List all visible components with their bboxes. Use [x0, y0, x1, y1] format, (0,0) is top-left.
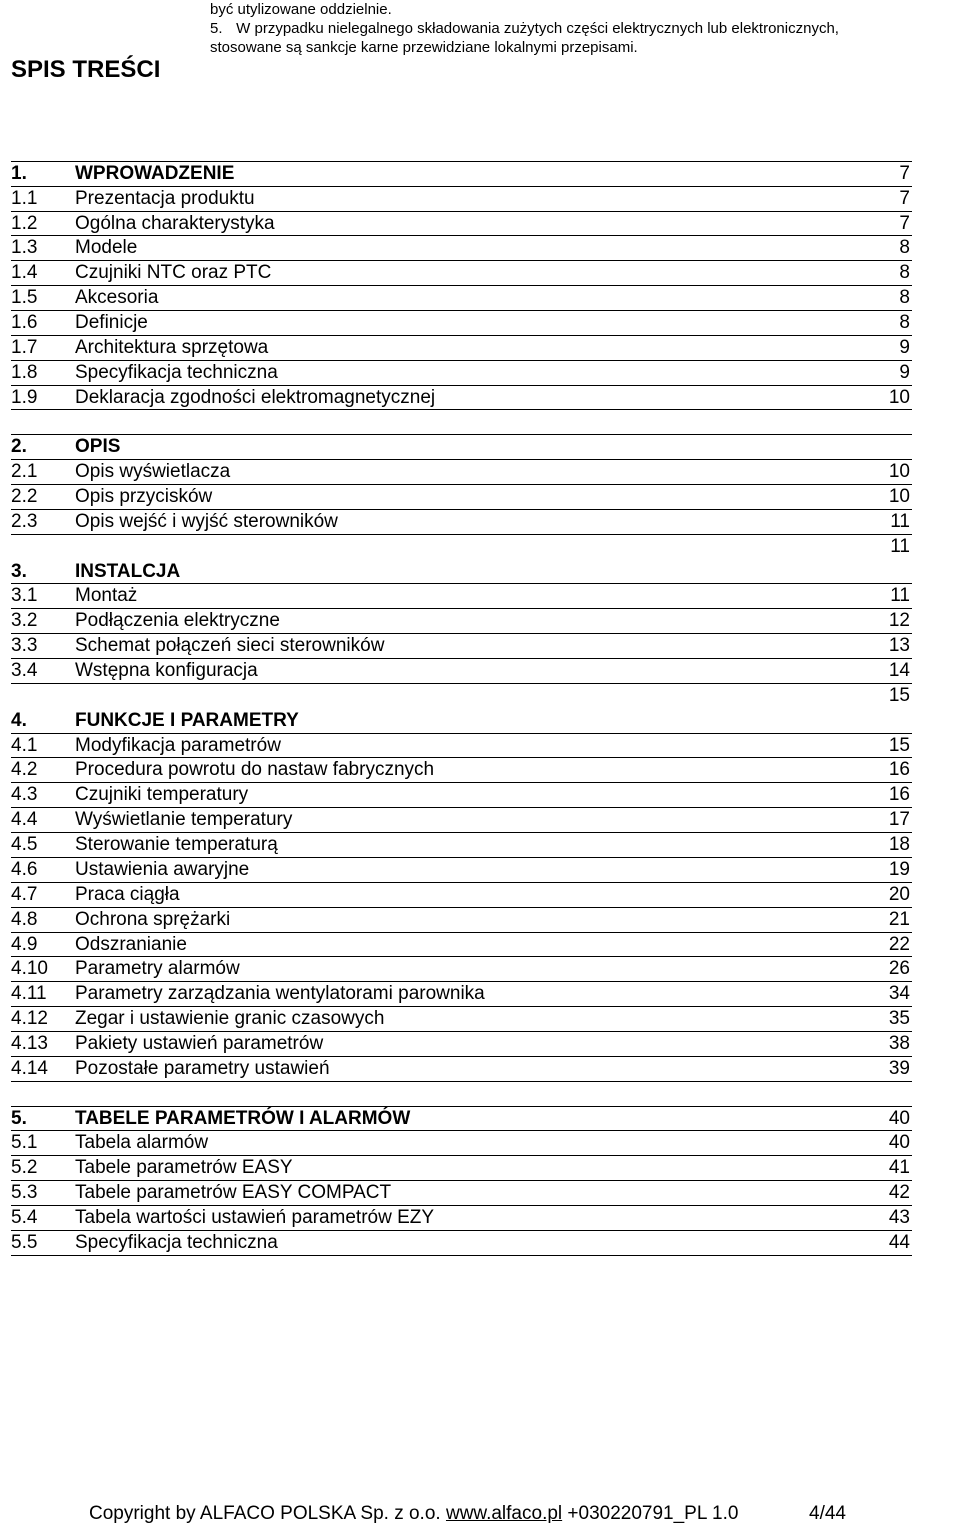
toc-title: Tabela alarmów: [75, 1132, 209, 1154]
toc-title: Tabele parametrów EASY COMPACT: [75, 1182, 392, 1204]
toc-entry[interactable]: [11, 982, 912, 1007]
toc-entry[interactable]: [11, 311, 912, 336]
toc-title: Schemat połączeń sieci sterowników: [75, 635, 385, 657]
toc-title: Tabele parametrów EASY: [75, 1157, 293, 1179]
toc-number: 2.2: [11, 486, 38, 508]
toc-entry[interactable]: [11, 883, 912, 908]
note-item-number: 5.: [210, 20, 223, 37]
toc-number: 1.1: [11, 187, 38, 209]
toc-page: 18: [888, 834, 910, 856]
toc-page: 19: [888, 858, 910, 880]
toc-title: TABELE PARAMETRÓW I ALARMÓW: [75, 1107, 411, 1129]
toc-number: 4.4: [11, 809, 38, 831]
toc-entry[interactable]: [11, 460, 912, 485]
toc-spacer: [11, 1082, 912, 1107]
toc-title: Parametry zarządzania wentylatorami parownika: [75, 983, 485, 1005]
toc-number: 4.10: [11, 958, 48, 980]
toc-entry[interactable]: [11, 634, 912, 659]
toc-number: 4.8: [11, 908, 38, 930]
toc-entry[interactable]: [11, 1007, 912, 1032]
toc-title: Modele: [75, 237, 138, 259]
toc-number: 4.3: [11, 784, 38, 806]
toc-entry[interactable]: [11, 1131, 912, 1156]
toc-title: Opis wyświetlacza: [75, 461, 231, 483]
toc-number: 1.8: [11, 361, 38, 383]
toc-number: 1.5: [11, 287, 38, 309]
toc-page: 9: [899, 361, 910, 383]
toc-page: 13: [888, 635, 910, 657]
toc-page: 34: [888, 983, 910, 1005]
toc-entry[interactable]: [11, 236, 912, 261]
toc-title: Pakiety ustawień parametrów: [75, 1032, 324, 1054]
toc-title: Montaż: [75, 585, 138, 607]
toc-number: 4.5: [11, 834, 38, 856]
footer-copyright: Copyright by ALFACO POLSKA Sp. z o.o.: [89, 1503, 441, 1524]
toc-entry[interactable]: [11, 659, 912, 684]
toc-page: 8: [899, 237, 910, 259]
toc-page: 11: [890, 510, 910, 532]
toc-entry[interactable]: [11, 361, 912, 386]
toc-title: Ochrona sprężarki: [75, 908, 231, 930]
toc-page: 7: [899, 212, 910, 234]
toc-chapter[interactable]: [11, 560, 912, 585]
toc-entry[interactable]: [11, 286, 912, 311]
toc-number: 1.9: [11, 386, 38, 408]
toc-title: Prezentacja produktu: [75, 187, 255, 209]
toc-entry[interactable]: [11, 584, 912, 609]
note-item-5: [210, 19, 930, 38]
toc-chapter[interactable]: [11, 162, 912, 187]
page-title: SPIS TREŚCI: [11, 56, 161, 83]
toc-number: 2.: [11, 436, 27, 458]
toc-number: 5.4: [11, 1206, 38, 1228]
toc-number: 3.3: [11, 635, 38, 657]
toc-page: 15: [888, 684, 910, 706]
toc-number: 5.3: [11, 1182, 38, 1204]
toc-entry[interactable]: [11, 187, 912, 212]
toc-title: Ustawienia awaryjne: [75, 858, 250, 880]
toc-page: 42: [888, 1182, 910, 1204]
toc-number: 1.3: [11, 237, 38, 259]
toc-entry[interactable]: [11, 833, 912, 858]
toc-entry[interactable]: [11, 386, 912, 411]
toc-number: 4.12: [11, 1008, 48, 1030]
toc-number: 2.1: [11, 461, 38, 483]
table-of-contents: [11, 137, 912, 1256]
toc-entry[interactable]: [11, 485, 912, 510]
toc-entry[interactable]: [11, 336, 912, 361]
footer-page-number: 4/44: [809, 1503, 846, 1524]
toc-entry[interactable]: [11, 609, 912, 634]
toc-entry[interactable]: [11, 1231, 912, 1256]
toc-page: 12: [888, 610, 910, 632]
toc-page: 43: [888, 1206, 910, 1228]
toc-spacer: [11, 137, 912, 162]
toc-entry[interactable]: [11, 957, 912, 982]
toc-chapter[interactable]: [11, 1107, 912, 1132]
toc-title: Praca ciągła: [75, 883, 180, 905]
toc-number: 5.5: [11, 1231, 38, 1253]
toc-title: Opis przycisków: [75, 486, 213, 508]
toc-title: INSTALCJA: [75, 560, 181, 582]
toc-title: Wyświetlanie temperatury: [75, 809, 293, 831]
toc-entry[interactable]: [11, 1057, 912, 1082]
toc-page: 22: [888, 933, 910, 955]
toc-page: 39: [888, 1057, 910, 1079]
toc-page: 40: [888, 1132, 910, 1154]
toc-title: Czujniki temperatury: [75, 784, 249, 806]
toc-entry[interactable]: [11, 510, 912, 535]
toc-number: 3.: [11, 560, 27, 582]
toc-number: 3.2: [11, 610, 38, 632]
toc-number: 5.: [11, 1107, 27, 1129]
toc-page: 17: [888, 809, 910, 831]
toc-title: Sterowanie temperaturą: [75, 834, 278, 856]
toc-title: Czujniki NTC oraz PTC: [75, 262, 272, 284]
toc-entry[interactable]: [11, 908, 912, 933]
toc-entry[interactable]: [11, 1156, 912, 1181]
toc-entry[interactable]: [11, 261, 912, 286]
toc-page: 8: [899, 262, 910, 284]
toc-entry[interactable]: [11, 734, 912, 759]
toc-title: Specyfikacja techniczna: [75, 361, 278, 383]
toc-page: 11: [890, 535, 910, 557]
toc-title: Parametry alarmów: [75, 958, 240, 980]
toc-number: 5.1: [11, 1132, 38, 1154]
toc-number: 2.3: [11, 510, 38, 532]
toc-title: Pozostałe parametry ustawień: [75, 1057, 330, 1079]
toc-title: FUNKCJE I PARAMETRY: [75, 709, 299, 731]
toc-title: Architektura sprzętowa: [75, 336, 269, 358]
toc-entry[interactable]: [11, 933, 912, 958]
toc-number: 5.2: [11, 1157, 38, 1179]
toc-number: 4.1: [11, 734, 38, 756]
toc-entry[interactable]: [11, 1181, 912, 1206]
toc-page: 7: [899, 162, 910, 184]
toc-number: 1.7: [11, 336, 38, 358]
toc-page: 7: [899, 187, 910, 209]
toc-entry[interactable]: [11, 212, 912, 237]
toc-chapter[interactable]: [11, 709, 912, 734]
page-footer: [89, 1503, 889, 1525]
toc-page-only[interactable]: [11, 684, 912, 709]
toc-page: 35: [888, 1008, 910, 1030]
toc-entry[interactable]: [11, 858, 912, 883]
toc-page: 11: [890, 585, 910, 607]
toc-number: 3.1: [11, 585, 38, 607]
toc-page: 9: [899, 336, 910, 358]
toc-entry[interactable]: [11, 1206, 912, 1231]
toc-number: 4.6: [11, 858, 38, 880]
toc-page: 21: [888, 908, 910, 930]
toc-number: 4.11: [11, 983, 47, 1005]
toc-page: 44: [888, 1231, 910, 1253]
toc-number: 1.4: [11, 262, 38, 284]
toc-title: Podłączenia elektryczne: [75, 610, 280, 632]
note-line-2: W przypadku nielegalnego składowania zużytych części elektrycznych lub elektronicznych,: [236, 20, 839, 37]
toc-chapter[interactable]: [11, 435, 912, 460]
toc-page: 20: [888, 883, 910, 905]
toc-page: 26: [888, 958, 910, 980]
toc-page: 14: [888, 660, 910, 682]
toc-page: 8: [899, 312, 910, 334]
toc-number: 3.4: [11, 660, 38, 682]
toc-title: Procedura powrotu do nastaw fabrycznych: [75, 759, 435, 781]
toc-entry[interactable]: [11, 758, 912, 783]
toc-title: OPIS: [75, 436, 121, 458]
toc-title: Wstępna konfiguracja: [75, 660, 258, 682]
toc-number: 4.2: [11, 759, 38, 781]
note-line-1: być utylizowane oddzielnie.: [210, 1, 392, 18]
toc-page: 16: [888, 784, 910, 806]
note-line-3: stosowane są sankcje karne przewidziane lokalnymi przepisami.: [210, 39, 638, 56]
toc-title: Akcesoria: [75, 287, 159, 309]
toc-entry[interactable]: [11, 1032, 912, 1057]
toc-number: 4.13: [11, 1032, 48, 1054]
toc-page: 10: [888, 486, 910, 508]
toc-page: 40: [888, 1107, 910, 1129]
toc-title: Zegar i ustawienie granic czasowych: [75, 1008, 385, 1030]
toc-title: Odszranianie: [75, 933, 187, 955]
toc-page-only[interactable]: [11, 535, 912, 560]
toc-page: 8: [899, 287, 910, 309]
top-note: [210, 0, 930, 57]
toc-number: 1.: [11, 162, 27, 184]
footer-website-link[interactable]: www.alfaco.pl: [445, 1503, 563, 1524]
toc-number: 4.7: [11, 883, 38, 905]
toc-number: 4.9: [11, 933, 38, 955]
toc-page: 15: [888, 734, 910, 756]
toc-title: Specyfikacja techniczna: [75, 1231, 278, 1253]
toc-title: Definicje: [75, 312, 148, 334]
toc-number: 4.: [11, 709, 27, 731]
toc-number: 1.6: [11, 312, 38, 334]
toc-title: Opis wejść i wyjść sterowników: [75, 510, 338, 532]
toc-page: 10: [888, 461, 910, 483]
toc-spacer: [11, 410, 912, 435]
toc-page: 10: [888, 386, 910, 408]
toc-title: Deklaracja zgodności elektromagnetycznej: [75, 386, 436, 408]
toc-entry[interactable]: [11, 808, 912, 833]
toc-page: 41: [888, 1157, 910, 1179]
toc-title: WPROWADZENIE: [75, 162, 235, 184]
toc-number: 1.2: [11, 212, 38, 234]
toc-page: 16: [888, 759, 910, 781]
toc-title: Tabela wartości ustawień parametrów EZY: [75, 1206, 435, 1228]
toc-title: Ogólna charakterystyka: [75, 212, 275, 234]
toc-page: 38: [888, 1032, 910, 1054]
toc-number: 4.14: [11, 1057, 48, 1079]
toc-entry[interactable]: [11, 783, 912, 808]
toc-title: Modyfikacja parametrów: [75, 734, 281, 756]
footer-doc-code: +030220791_PL 1.0: [567, 1503, 739, 1524]
